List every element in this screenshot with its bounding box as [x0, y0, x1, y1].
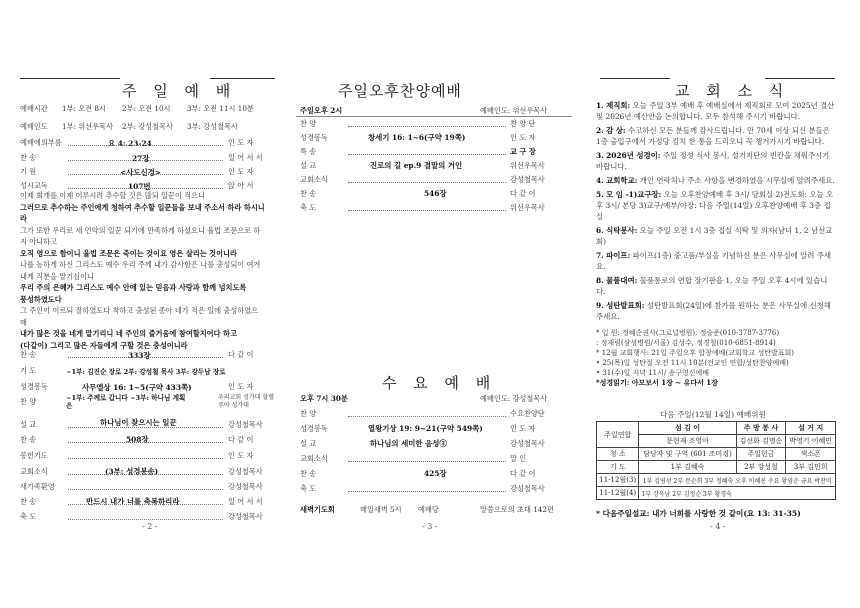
order-right: 인 도 자	[510, 424, 536, 433]
news-text: 파이프(1층) 중고품/부실을 기념하신 분은 사무실에 알려 주세요.	[596, 251, 831, 271]
news-text: 오늘 주일 3부 예배 후 예배실에서 제직회로 모여 2025년 결산 및 2026년 예산안을 논의합니다. 모두 참석해 주시기 바랍니다.	[596, 101, 835, 121]
table-cell: 1부 강옥남 2부 김정순 3부 황경숙	[639, 487, 836, 500]
table-cell: 11-12월(3)	[597, 474, 639, 487]
order-label: 기 도	[20, 366, 37, 375]
dawn-label: 새벽기도회	[300, 505, 335, 514]
bullet-notes	[596, 328, 836, 388]
dawn-place: 예배당	[418, 505, 439, 514]
dotted-leader	[68, 504, 223, 505]
table-cell: 2부 강성철	[736, 461, 786, 474]
page-number: - 4 -	[710, 522, 726, 531]
table-cell: 주일연합	[597, 422, 639, 448]
table-cell: 11-12월(4)	[597, 487, 639, 500]
time-1: 1부: 오전 8시	[62, 104, 106, 113]
time-2: 2부: 오전 10시	[122, 104, 171, 113]
page1-title: 주 일 예 배	[122, 82, 237, 100]
dotted-leader	[68, 489, 223, 490]
order-right: 인 도 자	[228, 138, 254, 147]
reading-line: 풍성하였도다	[20, 294, 62, 304]
bullet-line: * 입 원: 정혜순권사(그로널병원), 정승준(010-3787-3776)	[596, 329, 780, 337]
order-label: 설 교	[300, 161, 317, 170]
order-label: 축 도	[300, 484, 317, 493]
order-label: 교회소식	[300, 454, 328, 463]
news-num: 4.	[596, 176, 604, 185]
news-item	[596, 250, 836, 272]
dawn-note: 말씀으로의 초대 142편	[480, 505, 554, 514]
wednesday-title: 수 요 예 배	[382, 374, 497, 392]
order-label: 축 도	[20, 512, 37, 521]
order-label: 찬 양	[20, 397, 37, 406]
page-number: - 2 -	[142, 522, 158, 531]
afternoon-leader: 예배인도: 위선우목사	[480, 106, 548, 115]
order-right: 일 어 서 서	[228, 153, 263, 162]
order-label: 찬 송	[300, 189, 317, 198]
page3-title-left-rule	[600, 78, 670, 79]
order-right: 다 같 이	[228, 350, 254, 359]
news-item	[596, 150, 836, 172]
news-head: 성탄발표회:	[606, 301, 645, 310]
news-text: 개인 연락처나 주소 사항을 변경하였을 시무실에 알려주세요.	[639, 176, 835, 185]
news-head: 식탁봉사:	[606, 226, 638, 235]
order-mid: 546장	[424, 189, 447, 198]
dotted-leader	[348, 461, 506, 462]
bullet-line: * 12월 교회행사: 21일 주일오후 합창예배(교회학교 성탄발표회)	[596, 349, 795, 357]
order-right: 앉 아 서	[228, 181, 254, 190]
order-mid: 창세기 16: 1~6(구약 19쪽)	[368, 133, 466, 142]
dotted-leader	[68, 458, 223, 459]
order-right: 일 어 서 서	[228, 497, 263, 506]
order-label: 설 교	[20, 420, 37, 429]
table-cell: 담당자 및 구역 (601 조미경)	[639, 448, 736, 461]
order-mid: 반드시 내가 너를 축복하리라	[86, 497, 180, 506]
reading-line: 이제 회개를 이제 이루시려 추수할 것은 많되 일꾼이 적으니	[20, 191, 205, 200]
table-cell: 색소폰	[786, 448, 836, 461]
order-right: 강성철목사	[228, 467, 263, 476]
order-label: 찬 송	[20, 153, 37, 162]
order-label: 새가족환영	[20, 482, 55, 491]
order-right: 말 인	[510, 454, 527, 463]
news-num: 1.	[596, 101, 604, 110]
news-list	[596, 100, 836, 325]
dotted-leader	[68, 160, 223, 161]
news-text: 물품통로의 연합 장기판을 1, 오늘 주일 오후 4시에 있습니다.	[596, 276, 828, 296]
order-label: 찬 양	[300, 409, 317, 418]
news-head: 모 임 -1)교구장:	[606, 190, 662, 199]
afternoon-time: 주일오후 2시	[300, 106, 343, 115]
order-label: 찬 양	[300, 119, 317, 128]
bullet-line: • 25(목)일 성탄절 오전 11시 10분(전교인 연합/성탄찬양예배)	[596, 359, 789, 367]
order-label: 성경봉독	[300, 133, 328, 142]
order-mid: 508장	[126, 435, 149, 444]
order-mid: 하나님의 세미한 음성③	[370, 439, 447, 448]
page1-title-left-rule	[20, 78, 120, 79]
reading-line: 내게 직분을 맡기심이니	[20, 271, 95, 281]
responsive-reading	[20, 190, 265, 351]
dotted-leader	[348, 154, 506, 155]
dotted-leader	[68, 357, 223, 358]
order-right: 인 도 자	[510, 133, 536, 142]
reading-line: 우리 주의 은혜가 그리스도 예수 안에 있는 믿음과 사랑과 함께 넘치도록	[20, 283, 247, 292]
news-item	[596, 189, 836, 222]
order-mid: ~1부: 김진순 장로 2부: 강성철 목사 3부: 강두남 장로	[66, 368, 226, 376]
table-cell: 3부 김민희	[786, 461, 836, 474]
order-right: 인 도 자	[228, 451, 254, 460]
reading-line: 나를 능하게 하신 그리스도 예수 우리 주께 내가 감사함은 나를 충성되이 여겨	[20, 260, 261, 269]
order-right: 강성철목사	[510, 175, 545, 184]
order-right: 강성철목사	[228, 482, 263, 491]
order-label: 찬 송	[20, 497, 37, 506]
news-item	[596, 175, 836, 186]
order-label: 성경봉독	[20, 382, 48, 391]
order-right: 강성철목사	[228, 420, 263, 429]
times-label: 예배시간	[20, 104, 48, 113]
order-right: 찬 양 단	[510, 119, 536, 128]
news-num: 8.	[596, 276, 604, 285]
order-right: 다 같 이	[228, 435, 254, 444]
news-text: 오늘 주일 오전 1시 3층 접실 식탁 및 의자(남녀 1, 2 남선교회)	[596, 226, 833, 246]
bullet-line: : 정재림(삼성병원/서울) 김성수, 정경철(010-6851-8914)	[596, 339, 776, 347]
order-label: 설 교	[300, 439, 317, 448]
order-right: 강성철목사	[510, 439, 545, 448]
news-head: 감 상:	[606, 126, 626, 135]
news-text: 주일 정성 식사 봉사, 설거지단의 빈칸을 채워주시기 바랍니다.	[596, 151, 830, 171]
table-header: 섬 김 이	[639, 422, 736, 435]
order-label: 찬 송	[20, 435, 37, 444]
reading-line: (다같이) 그리고 많은 자들에게 구할 것은 충성이니라	[20, 340, 188, 350]
reading-line: 오직 영으로 함이니 율법 조문은 죽이는 것이요 영은 살리는 것이니라	[20, 248, 237, 258]
leaders-label: 예배인도	[20, 122, 48, 131]
reading-line: 내가 많은 것을 네게 맡기리니 네 주인의 즐거움에 참여할지어다 하고	[20, 329, 237, 338]
dotted-leader	[68, 519, 223, 520]
table-cell: 청 소	[597, 448, 639, 461]
news-num: 6.	[596, 226, 604, 235]
section-rule	[296, 116, 572, 117]
bible-reading: *성경읽기: 아모보서 1장 ~ 유다서 1장	[596, 378, 718, 387]
news-text: 성탄발표회(24일)에 참가를 원하는 분은 사무실에 신청해 주세요.	[596, 301, 831, 321]
news-num: 3.	[596, 151, 604, 160]
order-right: 우리교회 성가대 할렐루야 성가대	[218, 394, 274, 409]
dotted-leader	[68, 174, 223, 175]
news-head: 파이프:	[606, 251, 631, 260]
dawn-time: 매일새벽 5시	[360, 505, 402, 514]
order-right: 교 구 장	[510, 147, 536, 156]
serving-table	[596, 421, 836, 500]
order-label: 특 송	[300, 147, 317, 156]
dotted-leader	[348, 182, 506, 183]
news-num: 5.	[596, 190, 604, 199]
dotted-leader	[68, 188, 223, 189]
order-mid: 열왕기상 19: 9~21(구약 549쪽)	[368, 424, 483, 433]
dotted-leader	[348, 210, 506, 211]
news-head: 제직회:	[606, 101, 631, 110]
page3-title-right-rule	[765, 78, 835, 79]
table-cell: 문현재 조영아	[639, 435, 736, 448]
reading-line: 그 주인이 이르되 잘하였도다 착하고 충성된 종아 네가 적은 일에 충성하였으매	[20, 306, 259, 327]
news-head: 물품대여:	[606, 276, 638, 285]
page2-title: 주일오후찬양예배	[338, 82, 462, 100]
order-right: 인 도 자	[228, 382, 254, 391]
order-mid: (3부: 성경봉송)	[105, 467, 159, 476]
news-item	[596, 100, 836, 122]
dotted-leader	[348, 416, 506, 417]
dotted-leader	[348, 126, 506, 127]
order-mid: ~1부: 주께로 갑니다 ~3부: 하나님 계획은	[66, 394, 186, 410]
order-label: 봉헌기도	[20, 451, 48, 460]
dotted-leader	[348, 491, 506, 492]
table-cell: 기 도	[597, 461, 639, 474]
news-text: 오늘 오후찬양예배 후 3시/ 당회실 2)전도회: 오늘 오후 3시/ 본당 3)교구/예부/야장: 다음 주일(14일) 오후찬양예배 후 3층 접실	[596, 190, 834, 221]
news-item	[596, 125, 836, 147]
order-right: 위선우목사	[510, 161, 545, 170]
order-label: 성시교독	[20, 181, 48, 190]
order-label: 교회소식	[20, 467, 48, 476]
wednesday-leader: 예배인도: 강성철목사	[480, 394, 548, 403]
time-3: 3부: 오전 11시 10분	[187, 104, 254, 113]
next-sermon: * 다음주일설교: 내가 너희를 사랑한 것 같이(요 13: 31-35)	[596, 509, 801, 518]
order-right: 다 같 이	[510, 189, 536, 198]
news-item	[596, 225, 836, 247]
order-right: 강성철목사	[510, 484, 545, 493]
news-num: 2.	[596, 126, 604, 135]
order-mid: 27장	[132, 154, 150, 163]
wednesday-time: 오후 7시 30분	[300, 394, 348, 403]
order-mid: <사도신경>	[120, 168, 161, 177]
reading-line: 그가 또한 우리로 새 언약의 일꾼 되기에 만족하게 하셨으니 율법 조문으로 하지 아니하고	[20, 225, 261, 246]
order-right: 다 같 이	[510, 469, 536, 478]
news-num: 7.	[596, 251, 604, 260]
order-right: 강성철목사	[228, 512, 263, 521]
table-cell: 1부 김영선 2부 문순희 3부 정혜숙 오후 이혜진 수요 황영순 금요 박찬미	[639, 474, 836, 487]
dotted-leader	[68, 474, 223, 475]
order-label: 예배에의부름	[20, 138, 62, 147]
dotted-leader	[68, 145, 223, 146]
table-cell: 1부 김혜숙	[639, 461, 736, 474]
order-label: 성경봉독	[300, 424, 328, 433]
order-label: 교회소식	[300, 175, 328, 184]
order-mid: 107번	[128, 182, 151, 191]
news-text: 수고하신 모든 분들께 감사드립니다. 만 70세 이상 되신 분들은 1층 출입구에서 가정당 김치 한 통을 드리오니 꼭 챙겨가시기 바랍니다.	[596, 126, 830, 146]
order-mid: 진로의 길 ep.9 결말의 거인	[370, 161, 463, 170]
news-item	[596, 275, 836, 297]
page-number: - 3 -	[422, 522, 438, 531]
table-header: 주 방 봉 사	[736, 422, 786, 435]
page3-title: 교 회 소 식	[675, 82, 790, 100]
order-mid: 요 4: 23-24	[108, 139, 152, 148]
table-header: 설 거 지	[786, 422, 836, 435]
order-mid: 하나님이 찾으시는 일꾼	[100, 418, 177, 427]
order-label: 찬 송	[20, 350, 37, 359]
order-right: 인 도 자	[228, 167, 254, 176]
leader-3: 3부: 강성철목사	[187, 122, 238, 131]
news-num: 9.	[596, 301, 604, 310]
reading-line: 그러므로 추수하는 주인에게 청하여 추수할 일꾼들을 보내 주소서 하라 하시니라	[20, 202, 265, 223]
news-item	[596, 300, 836, 322]
order-right: 수요찬양단	[510, 409, 545, 418]
dotted-leader	[68, 442, 223, 443]
order-label: 기 원	[20, 167, 37, 176]
news-head: 교회학교:	[606, 176, 638, 185]
table-cell: 박영기 이혜민	[786, 435, 836, 448]
order-label: 축 도	[300, 203, 317, 212]
order-mid: 425장	[424, 469, 447, 478]
next-week-title: 다음 주일(12월 14일) 예배위원	[660, 410, 766, 419]
order-label: 찬 송	[300, 469, 317, 478]
order-right: 위선우목사	[510, 203, 545, 212]
news-head: 2026년 성경이:	[606, 151, 661, 160]
order-mid: 333장	[128, 351, 151, 360]
dotted-leader	[68, 427, 223, 428]
order-mid: 사무엘상 16: 1~5(구약 433쪽)	[82, 383, 192, 392]
bullet-line: • 31(수)일 저녁 11시/ 송구영신예배	[596, 369, 710, 377]
table-cell: 주일헌금	[736, 448, 786, 461]
leader-1: 1부: 위선우목사	[62, 122, 113, 131]
page1-title-right-rule	[210, 78, 275, 79]
leader-2: 2부: 강성철목사	[122, 122, 173, 131]
table-cell: 김선화 김명순	[736, 435, 786, 448]
